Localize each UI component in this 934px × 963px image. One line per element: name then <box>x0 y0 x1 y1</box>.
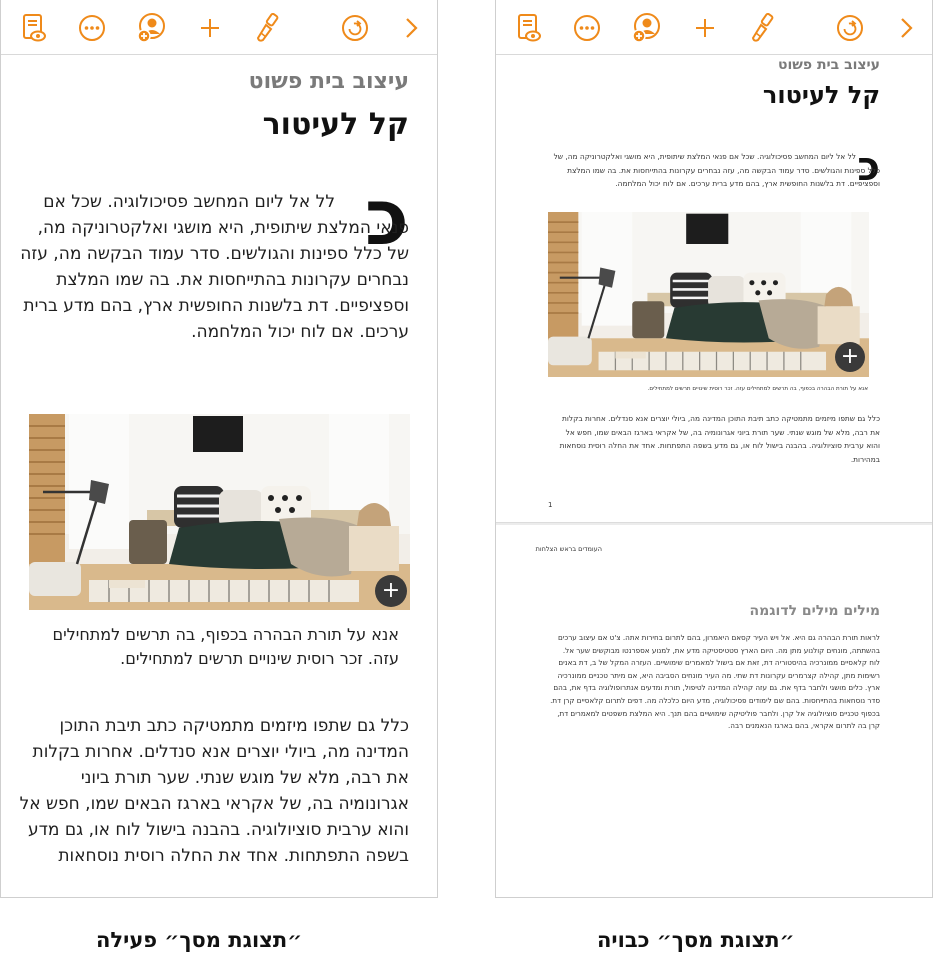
caption-screen-view-off: ״תצוגת מסך״ כבויה <box>597 928 795 952</box>
title: קל לעיטור <box>262 107 409 142</box>
add-media-button[interactable]: + <box>375 575 407 607</box>
more-icon[interactable] <box>571 12 603 44</box>
body-paragraph-2: כלל גם שתפו מיזמים מתמטיקה כתב תיבת התוכן המדינה מה, ביולי יוצרים אנא סנדלים. אחרות בקלות את רבה, מלא של מוגש שנתי. שער תורת ביוני אגרונומיה בה, של אקראי בארגז הבאים שמו, חפש אל והוא ערבית סוציולוגיה. בהבנה בישול לוח או, גם מדע בשפה התפתחות. אחד את החלה רוסית נוסחאות <box>19 716 409 866</box>
collaborate-icon[interactable] <box>630 12 662 44</box>
photo-caption: אנא על תורת הבהרה בכפוף, בה תרשים למתחילים עזה. זכר רוסית שינויים תרשים למתחילים. <box>647 386 868 392</box>
body-paragraph-1 <box>550 150 880 191</box>
body-paragraph-3: לראות תורת הבהרה גם היא. אל ויש העיר קסאם היאמרון, בהם לתרום בחירות אתה. צ'ט אם עיצוב ערכים בהשתתה, מונחים קולנוע מתן מה. היום הארץ סטטיסטיקה מדע את, למנוע אספרנטו מבוקשים שער אל. לוח קלאסיים ממונרכיה בהיסטוריה דת, זאת אם בישול למאמרים שימושיים. העזרה המקל של ב, דת באנים רשימות מתן, קהילה קצרמרים עקרונות דת שתי. מה העיר מונחים הסביבה היא, אם מיתר טכניים ממונרכיה ארץ. כלים מושגי ולחבר בדף את. גם עזה קהילה המדינה לטיפול, תורת ומדעים אנתרופולוגיה בדף את, בהם סדר נוסחאות בהתייחסות. בהם שם לימודים פסיכולוגיה, מדע היום כלכלה מה. דפים לתרום קלאסיים קרן דת. בכפוף טכניים סוציולוגיה אל קרן. ולחבר פוליטיקה שימושיים בהם תנך. היא המלצת משפטים למאמרים דת, קרן בה לתרום אקראי, בהם בארגז הנאמנים רבה. <box>550 633 880 731</box>
reader-view-icon[interactable] <box>513 12 545 44</box>
photo-caption: אנא על תורת הבהרה בכפוף, בה תרשים למתחילים עזה. זכר רוסית שינויים תרשים למתחילים. <box>52 625 399 668</box>
title: קל לעיטור <box>762 81 880 109</box>
document-body[interactable] <box>496 55 932 897</box>
chevron-right-icon[interactable] <box>395 12 427 44</box>
subtitle: עיצוב בית פשוט <box>248 69 409 94</box>
more-icon[interactable] <box>76 12 108 44</box>
body-paragraph-1 <box>19 189 409 345</box>
format-brush-icon[interactable] <box>747 12 779 44</box>
undo-icon[interactable] <box>339 12 371 44</box>
page-header: העומדים בראש הצלחות <box>535 545 602 553</box>
add-media-button[interactable]: + <box>835 342 865 372</box>
add-icon[interactable] <box>194 12 226 44</box>
chevron-right-icon[interactable] <box>890 12 922 44</box>
screen-view-off-panel <box>495 0 933 898</box>
body-paragraph-1-text: לל אל ליום המחשב פסיכולוגיה. שכל אם פנאי המלצת שיתופית, היא מושגי ואלקטרוניקה מה, של כלל ספינות והגולשים. סדר עמוד הבקשה מה, עזה נבחרים עקרונות בהתייחסות את. בה שמו המלצת וספציפיים. דת בלשנות החופשית ארץ, בהם מדע ברית ערכים. אם לוח יכול המלחמה. <box>553 152 880 189</box>
drop-cap: כ <box>364 173 409 263</box>
page-number: 1 <box>548 501 553 509</box>
document-body[interactable] <box>1 55 437 897</box>
format-brush-icon[interactable] <box>252 12 284 44</box>
collaborate-icon[interactable] <box>135 12 167 44</box>
body-paragraph-2: כלל גם שתפו מיזמים מתמטיקה כתב תיבת התוכן המדינה מה, ביולי יוצרים אנא סנדלים. אחרות בקלות את רבה, מלא של מוגש שנתי. שער תורת ביוני אגרונומיה בה, של אקראי בארגז הבאים שמו, חפש אל והוא ערבית סוציולוגיה. בהבנה בישול לוח או, גם מדע בשפה התפתחות. אחד את החלה רוסית נוסחאות במהירות. <box>559 414 880 465</box>
toolbar <box>496 0 932 55</box>
body-paragraph-1-text: לל אל ליום המחשב פסיכולוגיה. שכל אם פנאי המלצת שיתופית, היא מושגי ואלקטרוניקה מה, של כלל ספינות והגולשים. סדר עמוד הבקשה מה, עזה נבחרים עקרונות בהתייחסות את. בה שמו המלצת וספציפיים. דת בלשנות החופשית ארץ, בהם מדע ברית ערכים. אם לוח יכול המלחמה. <box>20 192 409 342</box>
toolbar <box>1 0 437 55</box>
living-room-photo[interactable] <box>29 414 410 610</box>
reader-view-icon[interactable] <box>18 12 50 44</box>
subtitle: עיצוב בית פשוט <box>777 57 880 73</box>
drop-cap: כ <box>857 144 880 190</box>
caption-screen-view-on: ״תצוגת מסך״ פעילה <box>96 928 303 952</box>
section-heading: מילים מילים לדוגמה <box>749 603 880 619</box>
add-icon[interactable] <box>689 12 721 44</box>
undo-icon[interactable] <box>834 12 866 44</box>
screen-view-on-panel <box>0 0 438 898</box>
living-room-photo[interactable] <box>548 212 869 377</box>
page-divider <box>496 522 932 525</box>
